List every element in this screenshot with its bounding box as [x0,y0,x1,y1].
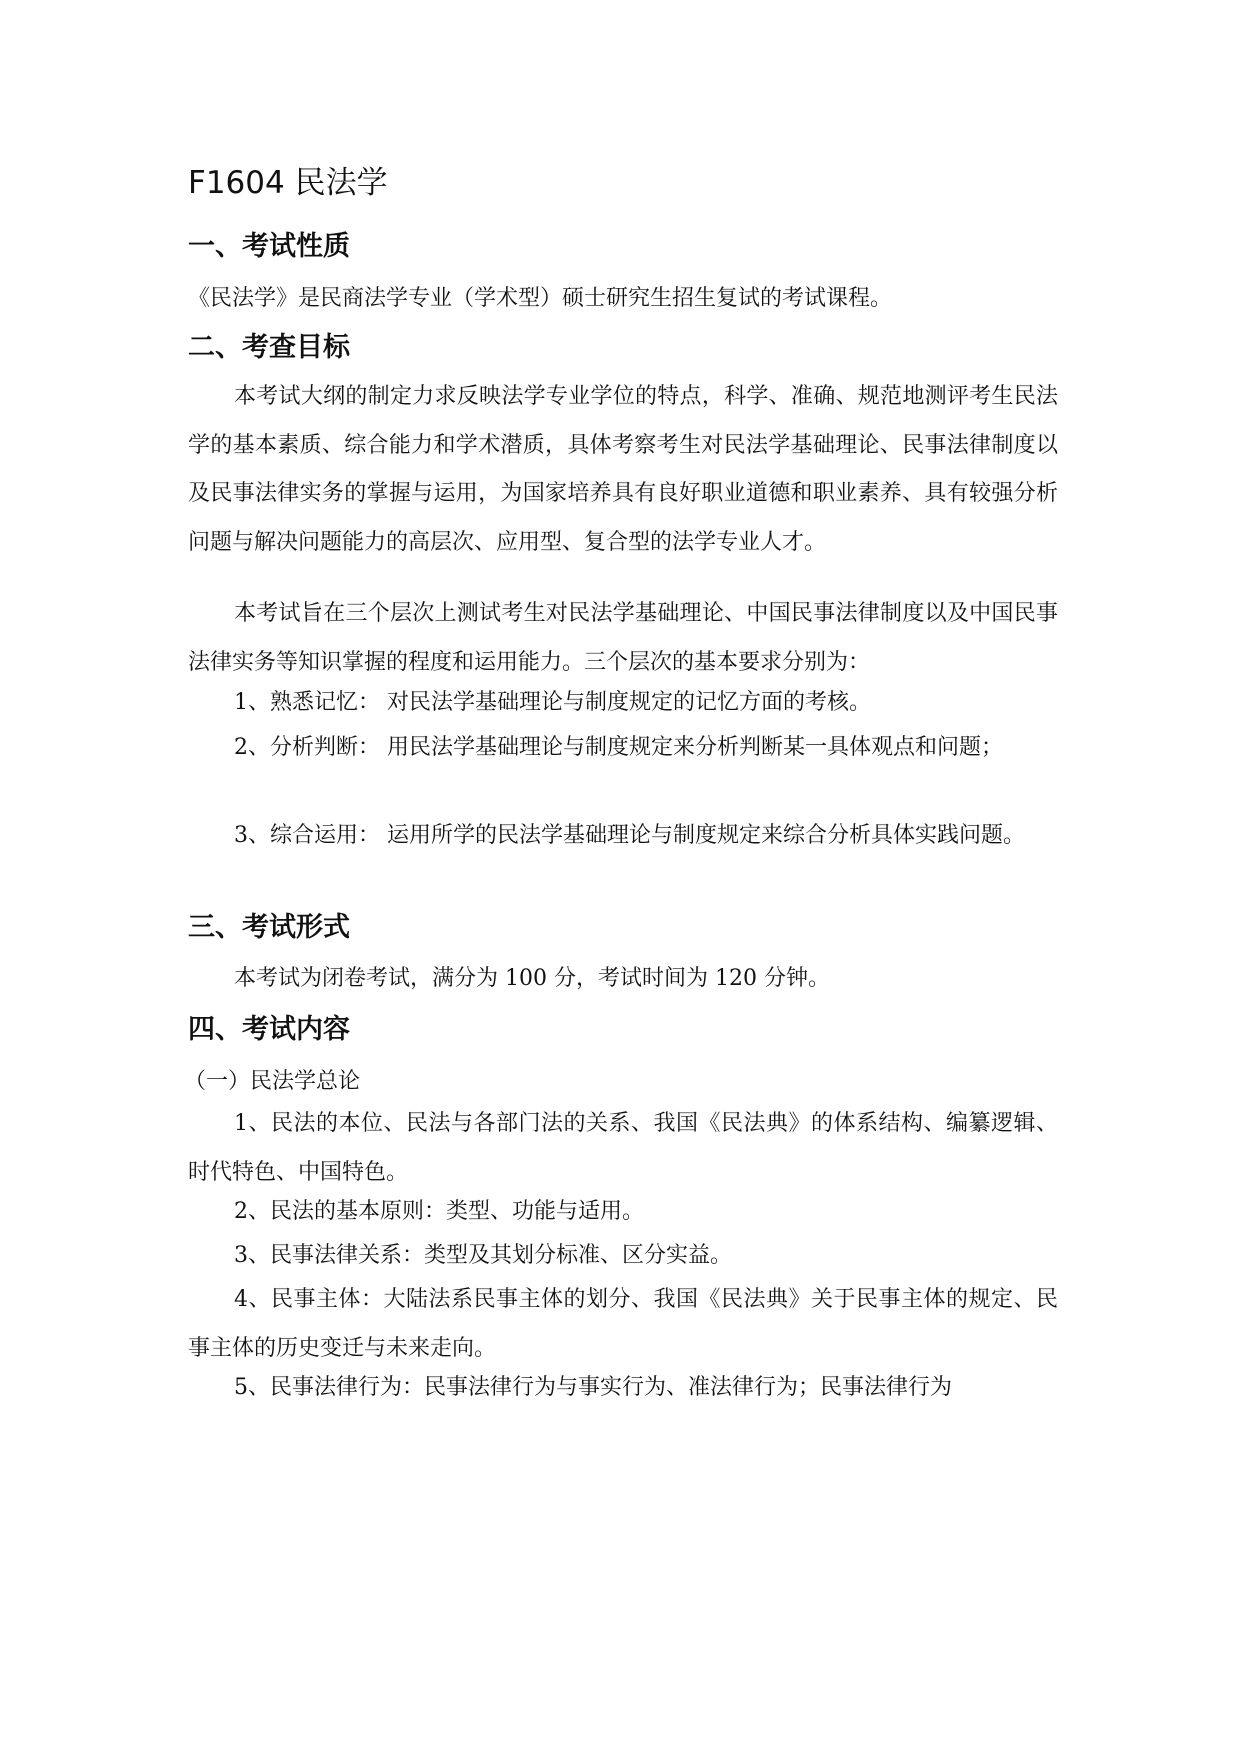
section-heading-content: 四、考试内容 [188,1014,350,1045]
document-title: F1604 民法学 [188,165,388,201]
objectives-paragraph-2: 本考试旨在三个层次上测试考生对民法学基础理论、中国民事法律制度以及中国民事法律实务等知识掌握的程度和运用能力。三个层次的基本要求分别为： [188,601,1058,675]
level-item-2: 2、分析判断： 用民法学基础理论与制度规定来分析判断某一具体观点和问题； [234,735,1003,760]
format-paragraph: 本考试为闭卷考试，满分为 100 分，考试时间为 120 分钟。 [234,966,830,991]
nature-paragraph: 《民法学》是民商法学专业（学术型）硕士研究生招生复试的考试课程。 [188,286,893,311]
objectives-paragraph-1: 本考试大纲的制定力求反映法学专业学位的特点，科学、准确、规范地测评考生民法学的基本素质、综合能力和学术潜质，具体考察考生对民法学基础理论、民事法律制度以及民事法律实务的掌握与运用，为国家培养具有良好职业道德和职业素养、具有较强分析问题与解决问题能力的高层次、应用型、复合型的法学专业人才。 [188,384,1058,555]
level-item-3: 3、综合运用： 运用所学的民法学基础理论与制度规定来综合分析具体实践问题。 [234,823,1025,848]
content-subheading: （一）民法学总论 [184,1069,361,1094]
section-heading-format: 三、考试形式 [188,912,350,943]
content-item-4: 4、民事主体：大陆法系民事主体的划分、我国《民法典》关于民事主体的规定、民事主体的历史变迁与未来走向。 [188,1287,1058,1361]
content-item-3: 3、民事法律关系：类型及其划分标准、区分实益。 [234,1243,732,1268]
section-heading-objectives: 二、考查目标 [188,332,350,363]
content-item-1: 1、民法的本位、民法与各部门法的关系、我国《民法典》的体系结构、编纂逻辑、时代特色、中国特色。 [188,1111,1058,1185]
section-heading-nature: 一、考试性质 [188,231,350,262]
content-item-5: 5、民事法律行为：民事法律行为与事实行为、准法律行为；民事法律行为 [234,1375,952,1400]
level-item-1: 1、熟悉记忆： 对民法学基础理论与制度规定的记忆方面的考核。 [234,690,871,715]
content-item-2: 2、民法的基本原则：类型、功能与适用。 [234,1199,644,1224]
